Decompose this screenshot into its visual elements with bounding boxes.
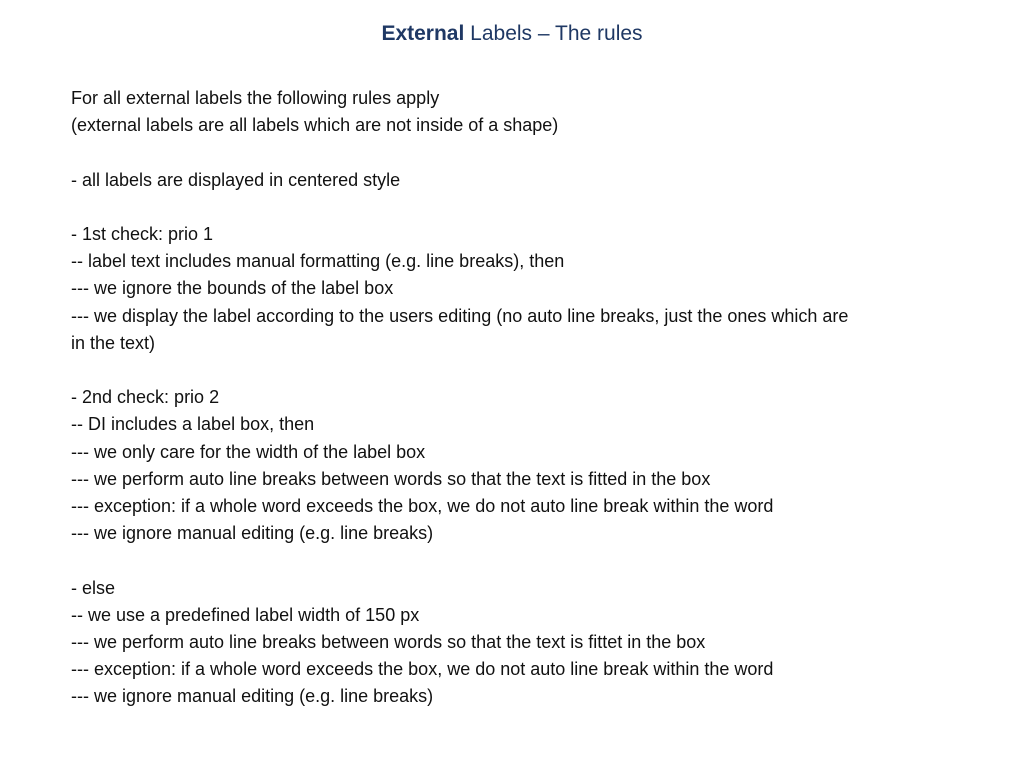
- check1-line: --- we display the label according to the users editing (no auto line breaks, just the ones which are: [71, 305, 849, 326]
- check2-line: -- DI includes a label box, then: [71, 414, 315, 435]
- else-line: - else: [71, 577, 116, 598]
- centered-rule-line: - all labels are displayed in centered style: [71, 169, 401, 190]
- else-line: -- we use a predefined label width of 150 px: [71, 604, 420, 625]
- else-line: --- exception: if a whole word exceeds the box, we do not auto line break within the word: [71, 659, 774, 680]
- intro-line: (external labels are all labels which are not inside of a shape): [71, 115, 559, 136]
- blank-line: [71, 357, 991, 384]
- check1-line: --- we ignore the bounds of the label box: [71, 278, 394, 299]
- title-bold-part: External: [381, 22, 465, 45]
- check2-line: - 2nd check: prio 2: [71, 387, 220, 408]
- slide-body: [71, 85, 991, 711]
- check1-line: -- label text includes manual formatting (e.g. line breaks), then: [71, 251, 565, 272]
- check2-line: --- exception: if a whole word exceeds the box, we do not auto line break within the word: [71, 496, 774, 516]
- else-line: --- we ignore manual editing (e.g. line breaks): [71, 686, 434, 707]
- else-line: --- we perform auto line breaks between words so that the text is fittet in the box: [71, 632, 706, 652]
- check1-line: in the text): [71, 332, 156, 353]
- title-rest: Labels – The rules: [470, 22, 643, 45]
- check2-line: --- we ignore manual editing (e.g. line breaks): [71, 523, 434, 544]
- blank-line: [71, 139, 991, 166]
- blank-line: [71, 547, 991, 574]
- check1-line: - 1st check: prio 1: [71, 223, 214, 244]
- check2-line: --- we perform auto line breaks between words so that the text is fitted in the box: [71, 468, 711, 489]
- blank-line: [71, 194, 991, 221]
- intro-line: For all external labels the following rules apply: [71, 88, 440, 108]
- slide-title: [0, 20, 1024, 48]
- check2-line: --- we only care for the width of the label box: [71, 441, 426, 462]
